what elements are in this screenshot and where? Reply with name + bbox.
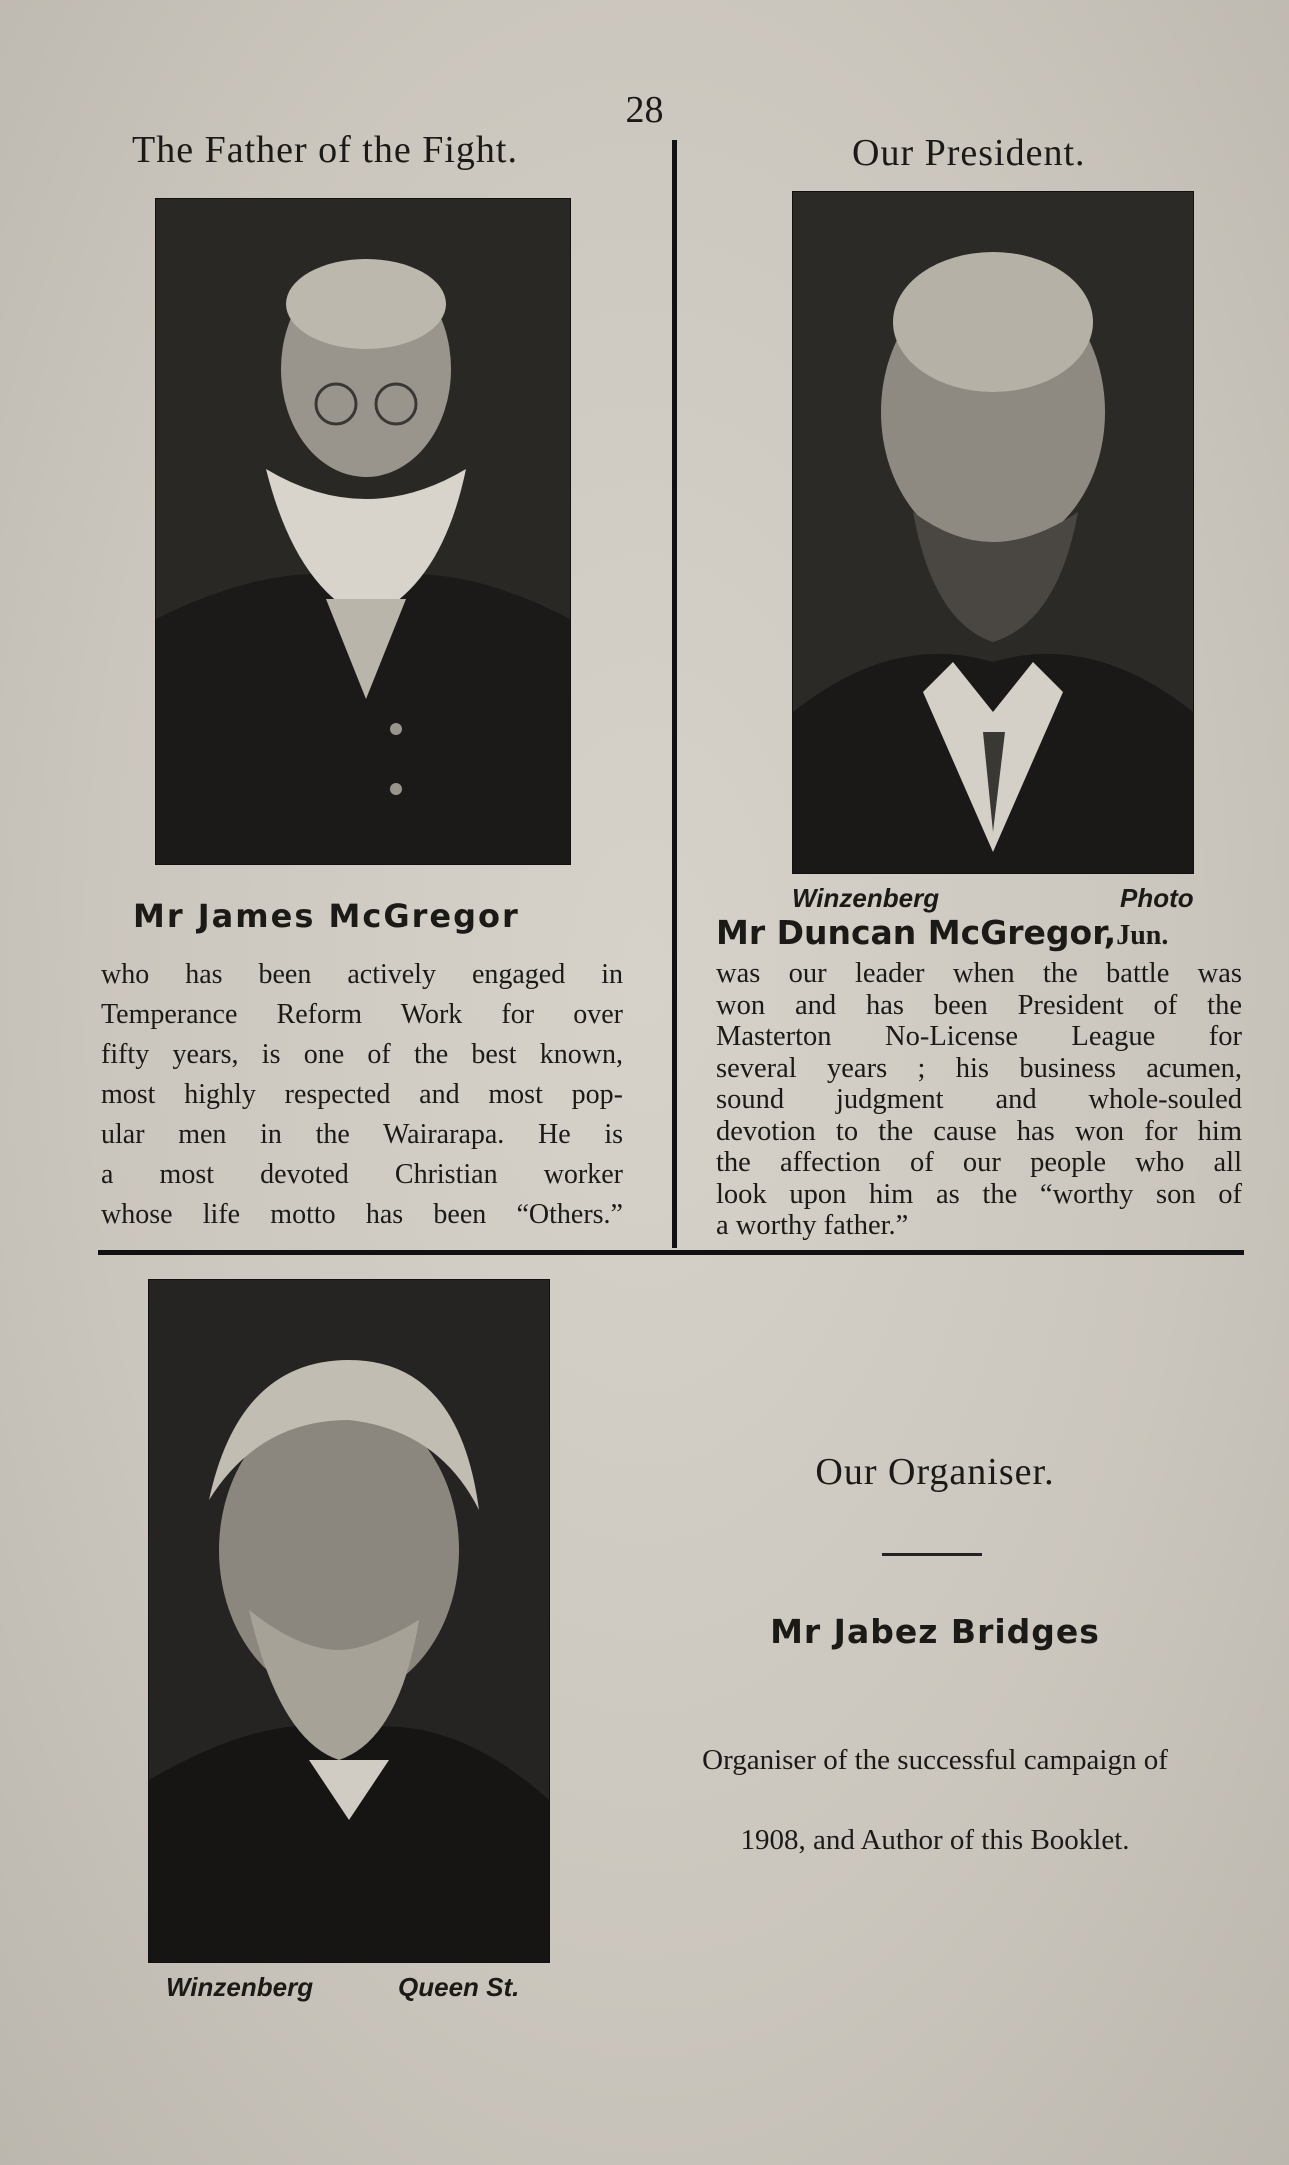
portrait-james-mcgregor-image (156, 199, 570, 864)
portrait-duncan-mcgregor-image (793, 192, 1193, 873)
bio-line: ular men in the Wairarapa. He is (101, 1119, 623, 1150)
bio-line: whose life motto has been “Others.” (101, 1199, 623, 1230)
bio-line: the affection of our people who all (716, 1147, 1242, 1178)
bio-james-mcgregor (101, 955, 623, 1235)
bio-line: most highly respected and most pop- (101, 1079, 623, 1110)
photo-credit-winzenberg: Winzenberg (166, 1972, 314, 2002)
bio-line: Temperance Reform Work for over (101, 999, 623, 1030)
name-suffix-jun: Jun. (1116, 920, 1169, 951)
bio-line: devotion to the cause has won for him (716, 1115, 1242, 1147)
bio-line: fifty years, is one of the best known, (101, 1039, 623, 1070)
bio-line: who has been actively engaged in (101, 959, 623, 990)
bio-line: look upon him as the “worthy son of (716, 1178, 1242, 1210)
photo-credit-queen-st: Queen St. (398, 1972, 520, 2002)
heading-rule (882, 1553, 982, 1556)
bio-line: was our leader when the battle was (716, 958, 1242, 989)
portrait-jabez-bridges-image (149, 1280, 549, 1962)
heading-our-organiser: Our Organiser. (815, 1451, 1055, 1493)
organiser-description-line-1: Organiser of the successful campaign of (702, 1744, 1168, 1776)
page-number: 28 (625, 89, 664, 131)
bio-duncan-mcgregor (716, 958, 1242, 1242)
portrait-jabez-bridges (148, 1279, 550, 1963)
name-james-mcgregor: Mr James McGregor (133, 897, 520, 935)
photo-credit-photo: Photo (1120, 883, 1194, 913)
name-jabez-bridges: Mr Jabez Bridges (770, 1612, 1100, 1651)
bio-line: won and has been President of the (716, 989, 1242, 1021)
portrait-duncan-mcgregor (792, 191, 1194, 874)
section-divider (98, 1250, 1244, 1255)
photo-credit-winzenberg: Winzenberg (792, 883, 940, 913)
name-duncan-mcgregor (716, 913, 1168, 952)
bio-line: several years ; his business acumen, (716, 1052, 1242, 1084)
bio-line: a worthy father.” (716, 1210, 909, 1241)
heading-our-president: Our President. (852, 132, 1086, 174)
column-divider (672, 140, 677, 1248)
portrait-james-mcgregor (155, 198, 571, 865)
organiser-description-line-2: 1908, and Author of this Booklet. (740, 1824, 1130, 1856)
bio-line: sound judgment and whole-souled (716, 1084, 1242, 1115)
bio-line: a most devoted Christian worker (101, 1159, 623, 1190)
bio-line: Masterton No-License League for (716, 1021, 1242, 1052)
heading-father-of-the-fight: The Father of the Fight. (132, 129, 518, 171)
name-duncan-mcgregor-main: Mr Duncan McGregor, (716, 913, 1117, 952)
